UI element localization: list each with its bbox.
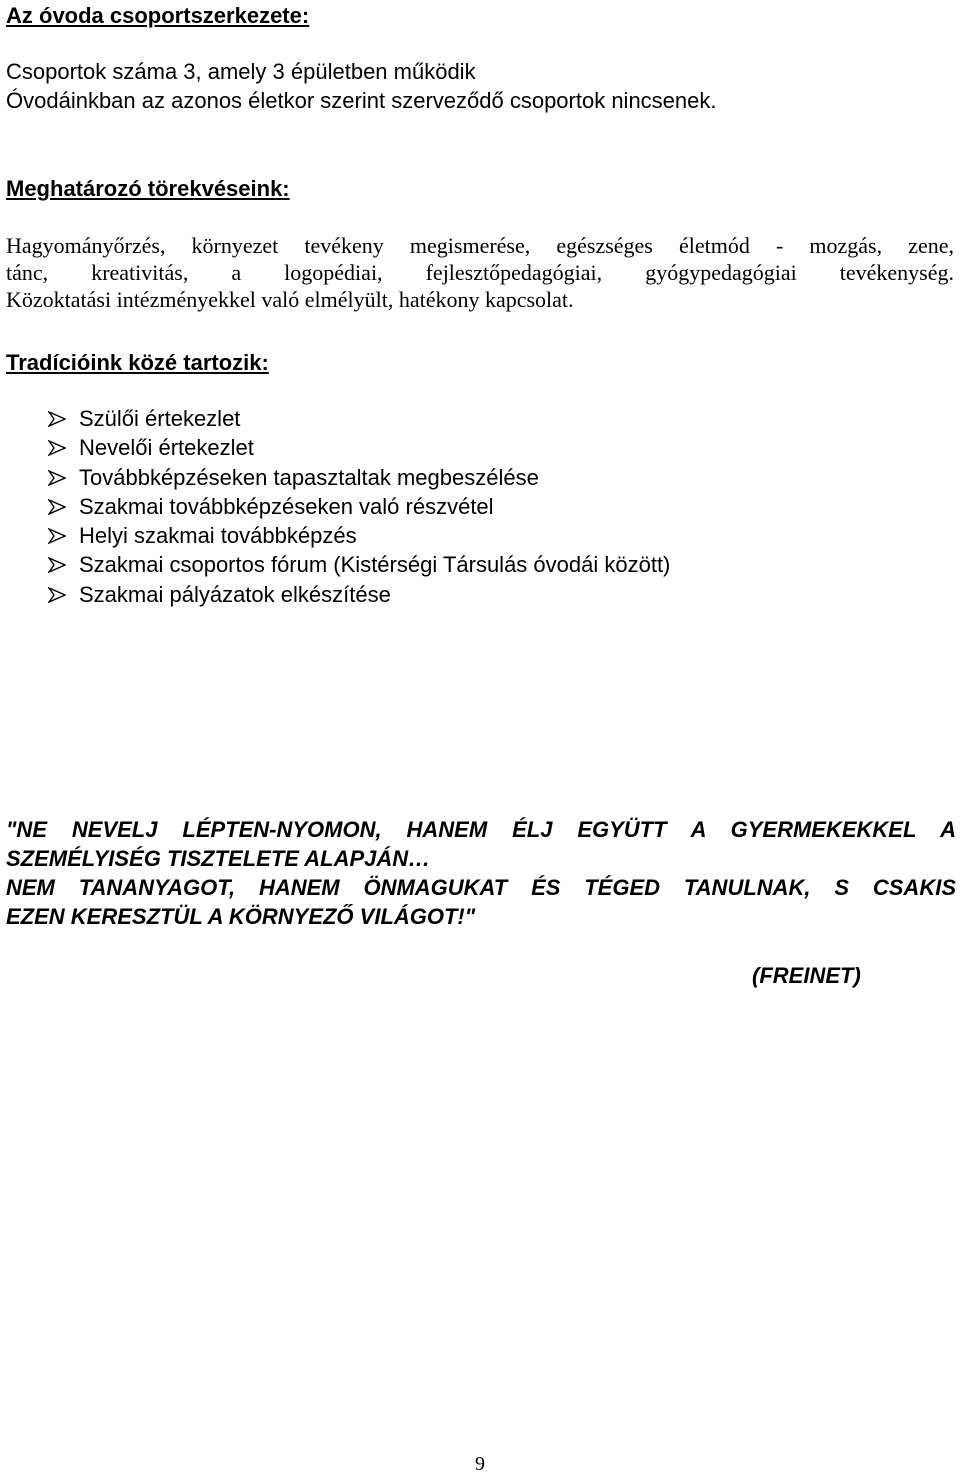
list-item-label: Szakmai csoportos fórum (Kistérségi Társulás óvodái között) — [79, 552, 671, 578]
quote-line-3: NEM TANANYAGOT, HANEM ÖNMAGUKAT ÉS TÉGED TANULNAK, S CSAKIS — [6, 875, 956, 900]
section-heading-groups: Az óvoda csoportszerkezete: — [6, 3, 310, 28]
goals-paragraph-line-2: tánc, kreativitás, a logopédiai, fejlesztőpedagógiai, gyógypedagógiai tevékenység. — [6, 260, 954, 285]
quote-line-1: "NE NEVELJ LÉPTEN-NYOMON, HANEM ÉLJ EGYÜTT A GYERMEKEKKEL A — [6, 817, 956, 842]
quote-line-2: SZEMÉLYISÉG TISZTELETE ALAPJÁN… — [6, 846, 431, 871]
groups-line-count: Csoportok száma 3, amely 3 épületben működik — [6, 59, 476, 84]
arrowhead-bullet-icon — [48, 411, 66, 427]
quote-author: (FREINET) — [752, 963, 861, 988]
list-item-label: Továbbképzéseken tapasztaltak megbeszélése — [79, 464, 539, 490]
quote-line-4: EZEN KERESZTÜL A KÖRNYEZŐ VILÁGOT!" — [6, 904, 476, 929]
arrowhead-bullet-icon — [48, 440, 66, 456]
arrowhead-bullet-icon — [48, 557, 66, 573]
arrowhead-bullet-icon — [48, 499, 66, 515]
arrowhead-bullet-icon — [48, 528, 66, 544]
list-item-label: Szakmai pályázatok elkészítése — [79, 581, 391, 607]
arrowhead-bullet-icon — [48, 587, 66, 603]
list-item-label: Nevelői értekezlet — [79, 435, 254, 461]
goals-paragraph-line-1: Hagyományőrzés, környezet tevékeny megismerése, egészséges életmód - mozgás, zene, — [6, 233, 954, 258]
arrowhead-bullet-icon — [48, 470, 66, 486]
section-heading-traditions: Tradícióink közé tartozik: — [6, 350, 269, 375]
list-item-label: Szakmai továbbképzéseken való részvétel — [79, 493, 494, 519]
section-heading-goals: Meghatározó törekvéseink: — [6, 176, 290, 201]
page-number: 9 — [475, 1453, 485, 1475]
list-item-label: Szülői értekezlet — [79, 406, 241, 431]
goals-paragraph-line-3: Közoktatási intézményekkel való elmélyült, hatékony kapcsolat. — [6, 287, 574, 312]
groups-line-age: Óvodáinkban az azonos életkor szerint szerveződő csoportok nincsenek. — [6, 88, 717, 113]
list-item-label: Helyi szakmai továbbképzés — [79, 523, 357, 549]
